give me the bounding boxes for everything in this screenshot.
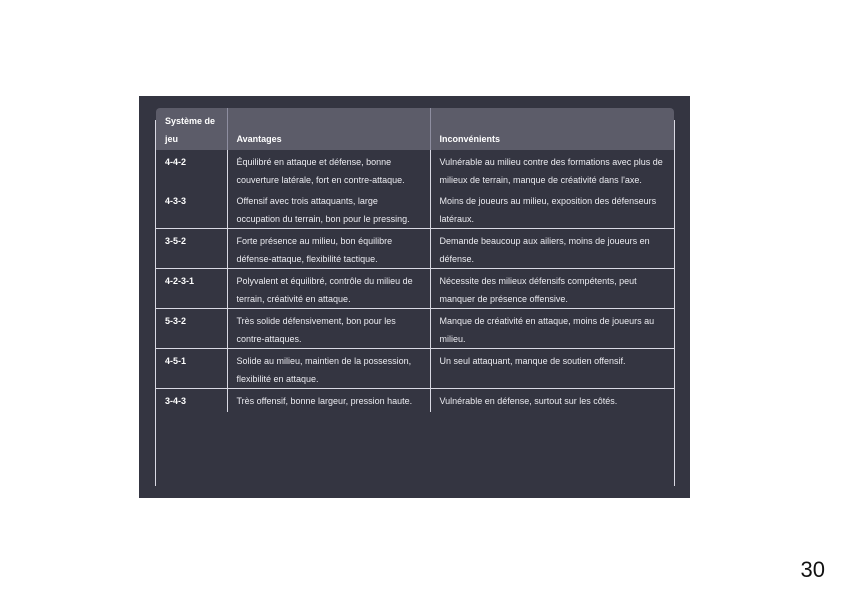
cell-advantages: Forte présence au milieu, bon équilibre défense-attaque, flexibilité tactique. [227, 229, 430, 269]
cell-disadvantages: Moins de joueurs au milieu, exposition des défenseurs latéraux. [430, 189, 674, 229]
cell-advantages: Polyvalent et équilibré, contrôle du milieu de terrain, créativité en attaque. [227, 269, 430, 309]
cell-disadvantages: Vulnérable en défense, surtout sur les côtés. [430, 389, 674, 413]
cell-disadvantages: Demande beaucoup aux ailiers, moins de joueurs en défense. [430, 229, 674, 269]
cell-disadvantages: Vulnérable au milieu contre des formations avec plus de milieux de terrain, manque de créativité dans l'axe. [430, 150, 674, 189]
formations-table [156, 108, 674, 412]
table-row [156, 269, 674, 309]
cell-system: 3-4-3 [156, 389, 227, 413]
page-number: 30 [800, 557, 825, 582]
table-row [156, 389, 674, 413]
cell-disadvantages: Nécessite des milieux défensifs compétents, peut manquer de présence offensive. [430, 269, 674, 309]
cell-system: 4-5-1 [156, 349, 227, 389]
table-row [156, 229, 674, 269]
cell-advantages: Offensif avec trois attaquants, large occupation du terrain, bon pour le pressing. [227, 189, 430, 229]
cell-advantages: Très solide défensivement, bon pour les contre-attaques. [227, 309, 430, 349]
cell-advantages: Très offensif, bonne largeur, pression haute. [227, 389, 430, 413]
cell-disadvantages: Un seul attaquant, manque de soutien offensif. [430, 349, 674, 389]
cell-system: 4-4-2 [165, 157, 187, 167]
table-row [156, 189, 674, 229]
cell-system: 5-3-2 [156, 309, 227, 349]
table-row [156, 309, 674, 349]
cell-system: 3-5-2 [156, 229, 227, 269]
header-advantages: Avantages [227, 108, 430, 150]
cell-advantages: Solide au milieu, maintien de la possession, flexibilité en attaque. [227, 349, 430, 389]
table-row [156, 150, 674, 189]
table-row [156, 349, 674, 389]
table-header-row [156, 108, 674, 150]
cell-system: 4-2-3-1 [156, 269, 227, 309]
cell-system: 4-3-3 [165, 196, 187, 206]
header-disadvantages: Inconvénients [430, 108, 674, 150]
header-system: Système de jeu [156, 108, 227, 150]
cell-disadvantages: Manque de créativité en attaque, moins de joueurs au milieu. [430, 309, 674, 349]
cell-advantages: Équilibré en attaque et défense, bonne couverture latérale, fort en contre-attaque. [227, 150, 430, 189]
table-right-border [674, 120, 675, 486]
table-screenshot [139, 96, 690, 498]
